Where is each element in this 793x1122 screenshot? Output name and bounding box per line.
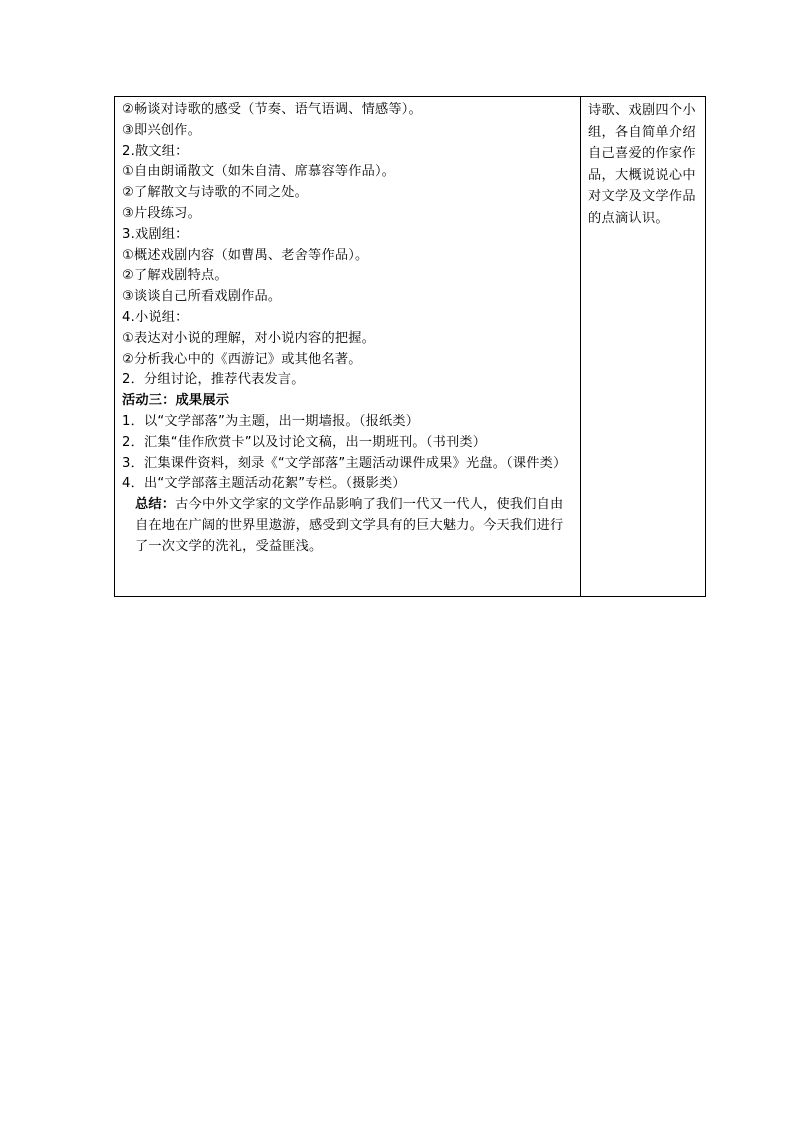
group-heading: 4.小说组： xyxy=(122,309,189,325)
group-heading: 2.散文组： xyxy=(122,143,189,159)
side-note: 诗歌、戏剧四个小组，各自简单介绍自己喜爱的作家作品，大概说说心中对文学及文学作品的点滴认识。 xyxy=(588,103,696,226)
list-item: ①表达对小说的理解，对小说内容的把握。 xyxy=(122,330,375,346)
list-item: ②畅谈对诗歌的感受（节奏、语气语调、情感等）。 xyxy=(122,102,422,117)
result-item: 2．汇集“佳作欣赏卡”以及讨论文稿，出一期班刊。（书刊类） xyxy=(122,434,487,450)
list-item: ③谈谈自己所看戏剧作品。 xyxy=(122,289,282,305)
summary-text: 古今中外文学家的文学作品影响了我们一代又一代人，使我们自由自在地在广阔的世界里遨游，感受到文学具有的巨大魅力。今天我们进行了一次文学的洗礼，受益匪浅。 xyxy=(135,497,564,554)
list-item: ②分析我心中的《西游记》或其他名著。 xyxy=(122,351,362,367)
activity-content-cell xyxy=(115,97,581,597)
group-heading: 3.戏剧组： xyxy=(122,226,189,242)
table-row xyxy=(115,97,706,597)
result-item: 3．汇集课件资料，刻录《“文学部落”主题活动课件成果》光盘。（课件类） xyxy=(122,455,567,471)
list-item: ③片段练习。 xyxy=(122,205,201,221)
activity-heading: 活动三：成果展示 xyxy=(122,393,230,409)
list-item: ③即兴创作。 xyxy=(122,122,201,138)
summary-label: 总结： xyxy=(135,497,176,513)
result-item: 1．以“文学部落”为主题，出一期墙报。（报纸类） xyxy=(122,413,420,429)
side-note-cell xyxy=(581,97,706,597)
lesson-plan-table xyxy=(114,96,706,597)
result-item: 4．出“文学部落主题活动花絮”专栏。（摄影类） xyxy=(122,476,406,492)
list-item: ①概述戏剧内容（如曹禺、老舍等作品）。 xyxy=(122,247,369,263)
list-item: ①自由朗诵散文（如朱自清、席慕容等作品）。 xyxy=(122,164,396,180)
list-item: 2．分组讨论，推荐代表发言。 xyxy=(122,372,305,388)
summary-paragraph xyxy=(122,495,576,557)
list-item: ②了解戏剧特点。 xyxy=(122,268,228,284)
list-item: ②了解散文与诗歌的不同之处。 xyxy=(122,185,309,201)
